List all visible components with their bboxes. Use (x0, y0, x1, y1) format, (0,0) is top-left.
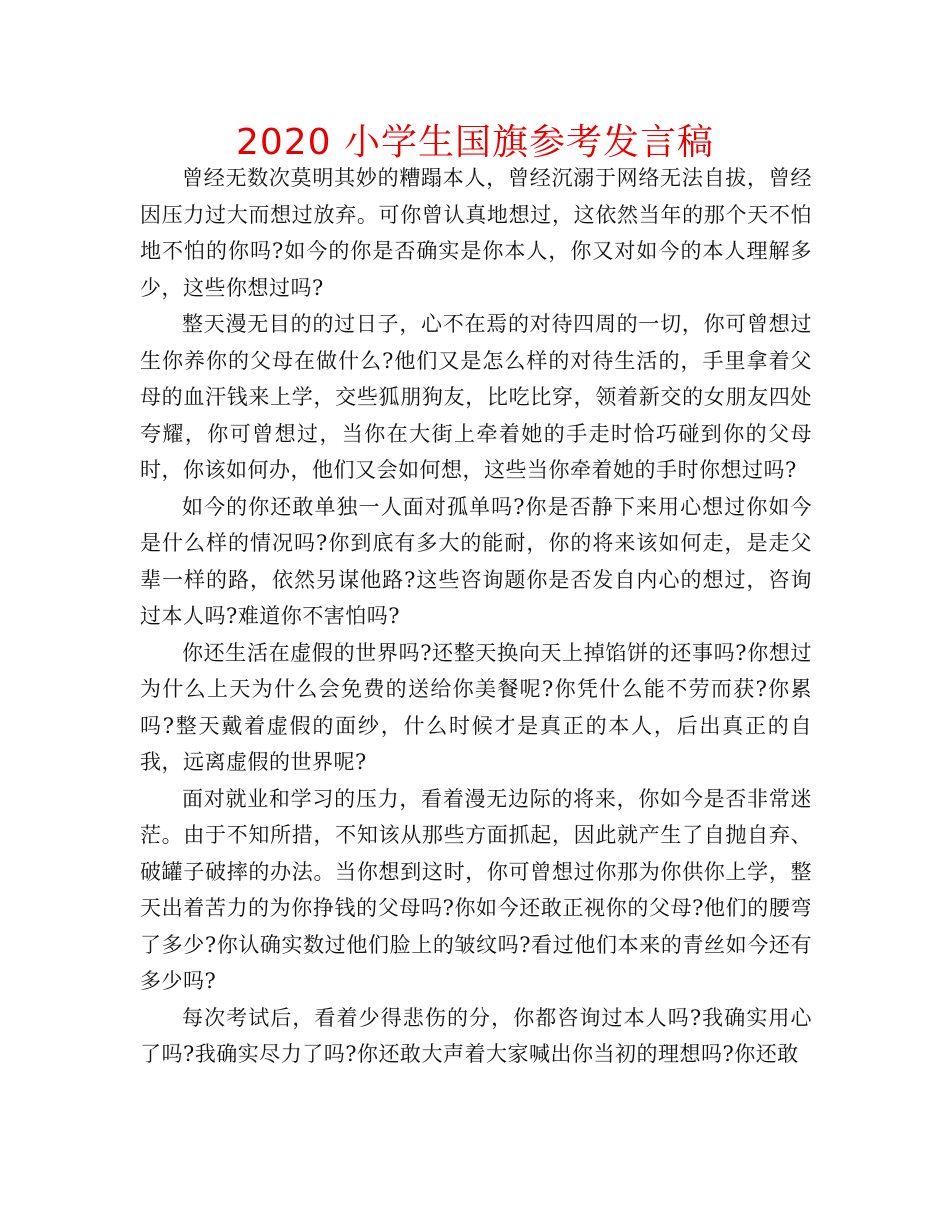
document-title: 2020 小学生国旗参考发言稿 (235, 122, 715, 163)
paragraph-6: 每次考试后，看着少得悲伤的分，你都咨询过本人吗?我确实用心了吗?我确实尽力了吗?你还敢大声着大家喊出你当初的理想吗?你还敢 (140, 1005, 812, 1066)
paragraph-5: 面对就业和学习的压力，看着漫无边际的将来，你如今是否非常迷茫。由于不知所措，不知该从那些方面抓起，因此就产生了自抛自弃、破罐子破摔的办法。当你想到这时，你可曾想过你那为你供你上学，整天出着苦力的为你挣钱的父母吗?你如今还敢正视你的父母?他们的腰弯了多少?你认确实数过他们脸上的皱纹吗?看过他们本来的青丝如今还有多少吗? (140, 786, 812, 993)
paragraph-3: 如今的你还敢单独一人面对孤单吗?你是否静下来用心想过你如今是什么样的情况吗?你到底有多大的能耐，你的将来该如何走，是走父辈一样的路，依然另谋他路?这些咨询题你是否发自内心的想过，咨询过本人吗?难道你不害怕吗? (140, 494, 812, 628)
paragraph-2: 整天漫无目的的过日子，心不在焉的对待四周的一切，你可曾想过生你养你的父母在做什么?他们又是怎么样的对待生活的，手里拿着父母的血汗钱来上学，交些狐朋狗友，比吃比穿，领着新交的女朋友四处夸耀，你可曾想过，当你在大街上牵着她的手走时恰巧碰到你的父母时，你该如何办，他们又会如何想，这些当你牵着她的手时你想过吗? (140, 312, 812, 482)
paragraph-4: 你还生活在虚假的世界吗?还整天换向天上掉馅饼的还事吗?你想过为什么上天为什么会免费的送给你美餐呢?你凭什么能不劳而获?你累吗?整天戴着虚假的面纱，什么时候才是真正的本人，后出真正的自我，远离虚假的世界呢? (140, 640, 812, 774)
document-body (140, 160, 812, 1073)
paragraph-1: 曾经无数次莫明其妙的糟蹋本人，曾经沉溺于网络无法自拔，曾经因压力过大而想过放弃。可你曾认真地想过，这依然当年的那个天不怕地不怕的你吗?如今的你是否确实是你本人，你又对如今的本人理解多少，这些你想过吗? (140, 166, 812, 300)
